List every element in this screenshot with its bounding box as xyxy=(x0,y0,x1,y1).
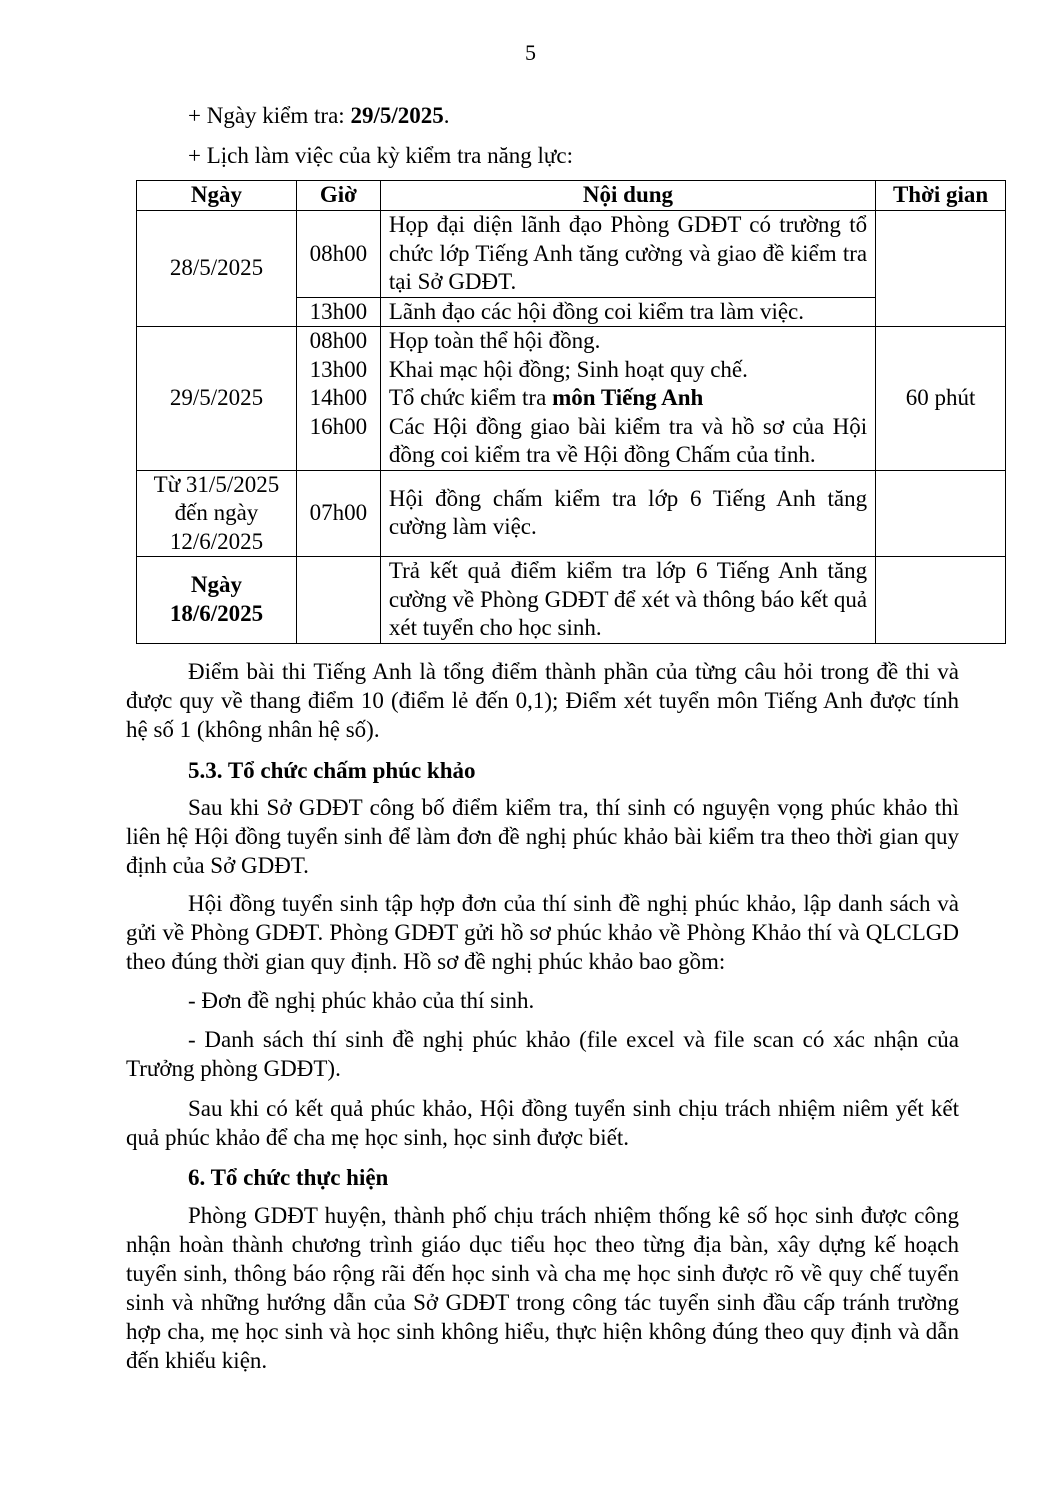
row3-content-4: Các Hội đồng giao bài kiểm tra và hồ sơ của Hội đồng coi kiểm tra về Hội đồng Chấm của tỉnh. xyxy=(388,413,868,467)
exam-date-label: + Ngày kiểm tra: xyxy=(188,103,351,128)
row4-time: 07h00 xyxy=(296,470,380,557)
row3-content-3-prefix: Tổ chức kiểm tra xyxy=(388,385,553,410)
row1-duration xyxy=(876,211,1006,327)
exam-date-value: 29/5/2025 xyxy=(350,103,444,128)
table-row xyxy=(137,470,1006,557)
review-paragraph-2 xyxy=(126,889,959,976)
row3-content xyxy=(380,327,875,471)
review-3-text: Sau khi có kết quả phúc khảo, Hội đồng tuyển sinh chịu trách nhiệm niêm yết kết quả phúc khảo để cha mẹ học sinh, học sinh được biết. xyxy=(126,1096,959,1150)
schedule-table xyxy=(136,180,1006,644)
row5-date-line-1: Ngày xyxy=(190,572,243,598)
row3-time-4: 16h00 xyxy=(309,413,368,439)
implementation-text: Phòng GDĐT huyện, thành phố chịu trách nhiệm thống kê số học sinh được công nhận hoàn thành chương trình giáo dục tiểu học theo từng địa bàn, xây dựng kế hoạch tuyển sinh, thông báo rộng rãi đến học sinh và cha mẹ học sinh được rõ về quy chế tuyển sinh và những hướng dẫn của Sở GDĐT trong công tác tuyển sinh đầu cấp tránh trường hợp cha, mẹ học sinh và học sinh không hiểu, thực hiện không đúng theo quy định và dẫn đến khiếu kiện. xyxy=(126,1203,959,1373)
row4-date xyxy=(137,470,297,557)
row3-date: 29/5/2025 xyxy=(137,327,297,471)
row3-content-1: Họp toàn thể hội đồng. xyxy=(388,328,601,353)
row5-content: Trả kết quả điểm kiểm tra lớp 6 Tiếng Anh tăng cường về Phòng GDĐT để xét và thông báo kết quả xét tuyển cho học sinh. xyxy=(380,557,875,644)
review-1-text: Sau khi Sở GDĐT công bố điểm kiểm tra, thí sinh có nguyện vọng phúc khảo thì liên hệ Hội đồng tuyển sinh để làm đơn đề nghị phúc khảo bài kiểm tra theo thời gian quy định của Sở GDĐT. xyxy=(126,795,959,878)
review-paragraph-3 xyxy=(126,1094,959,1152)
row3-duration: 60 phút xyxy=(876,327,1006,471)
row1-date: 28/5/2025 xyxy=(137,211,297,327)
exam-date-suffix: . xyxy=(443,103,450,128)
header-time: Giờ xyxy=(296,181,380,211)
row5-date-line-2: 18/6/2025 xyxy=(169,600,264,626)
review-paragraph-1 xyxy=(126,793,959,880)
heading-5-3: 5.3. Tổ chức chấm phúc khảo xyxy=(188,758,476,783)
implementation-paragraph xyxy=(126,1201,959,1375)
bullet-1 xyxy=(126,986,959,1015)
row2-time: 13h00 xyxy=(296,297,380,327)
row3-content-2: Khai mạc hội đồng; Sinh hoạt quy chế. xyxy=(388,356,748,382)
row1-content: Họp đại diện lãnh đạo Phòng GDĐT có trường tổ chức lớp Tiếng Anh tăng cường và giao đề kiểm tra tại Sở GDĐT. xyxy=(380,211,875,298)
row4-date-line-2: đến ngày xyxy=(174,500,259,525)
schedule-title: + Lịch làm việc của kỳ kiểm tra năng lực: xyxy=(188,143,573,168)
table-row xyxy=(137,327,1006,471)
row3-time-1: 08h00 xyxy=(309,328,368,353)
table-header-row xyxy=(137,181,1006,211)
row4-duration xyxy=(876,470,1006,557)
row4-date-line-1: Từ 31/5/2025 xyxy=(153,471,280,497)
table-row xyxy=(137,557,1006,644)
header-date: Ngày xyxy=(137,181,297,211)
score-note-paragraph xyxy=(126,657,959,744)
row3-time-3: 14h00 xyxy=(309,385,368,410)
row5-duration xyxy=(876,557,1006,644)
page-number: 5 xyxy=(525,40,536,65)
row3-time-2: 13h00 xyxy=(309,356,368,382)
row4-date-line-3: 12/6/2025 xyxy=(169,528,264,554)
row3-content-3 xyxy=(389,384,867,413)
score-note-text: Điểm bài thi Tiếng Anh là tổng điểm thành phần của từng câu hỏi trong đề thi và được quy về thang điểm 10 (điểm lẻ đến 0,1); Điểm xét tuyển môn Tiếng Anh được tính hệ số 1 (không nhân hệ số). xyxy=(126,659,959,742)
review-2-text: Hội đồng tuyển sinh tập hợp đơn của thí sinh đề nghị phúc khảo, lập danh sách và gửi về Phòng GDĐT. Phòng GDĐT gửi hồ sơ phúc khảo về Phòng Khảo thí và QLCLGD theo đúng thời gian quy định. Hồ sơ đề nghị phúc khảo bao gồm: xyxy=(126,891,959,974)
row3-times xyxy=(296,327,380,471)
row4-content: Hội đồng chấm kiểm tra lớp 6 Tiếng Anh tăng cường làm việc. xyxy=(380,470,875,557)
bullet-1-text: - Đơn đề nghị phúc khảo của thí sinh. xyxy=(188,988,535,1013)
row5-time xyxy=(296,557,380,644)
exam-date-line xyxy=(188,101,449,130)
heading-6: 6. Tổ chức thực hiện xyxy=(188,1165,389,1190)
bullet-2-text: - Danh sách thí sinh đề nghị phúc khảo (file excel và file scan có xác nhận của Trưởng phòng GDĐT). xyxy=(126,1027,959,1081)
row3-content-3-bold: môn Tiếng Anh xyxy=(552,385,704,410)
header-duration: Thời gian xyxy=(876,181,1006,211)
header-content: Nội dung xyxy=(380,181,875,211)
row1-time: 08h00 xyxy=(296,211,380,298)
row2-content: Lãnh đạo các hội đồng coi kiểm tra làm việc. xyxy=(380,297,875,327)
row5-date xyxy=(137,557,297,644)
table-row xyxy=(137,211,1006,298)
bullet-2 xyxy=(126,1025,959,1083)
